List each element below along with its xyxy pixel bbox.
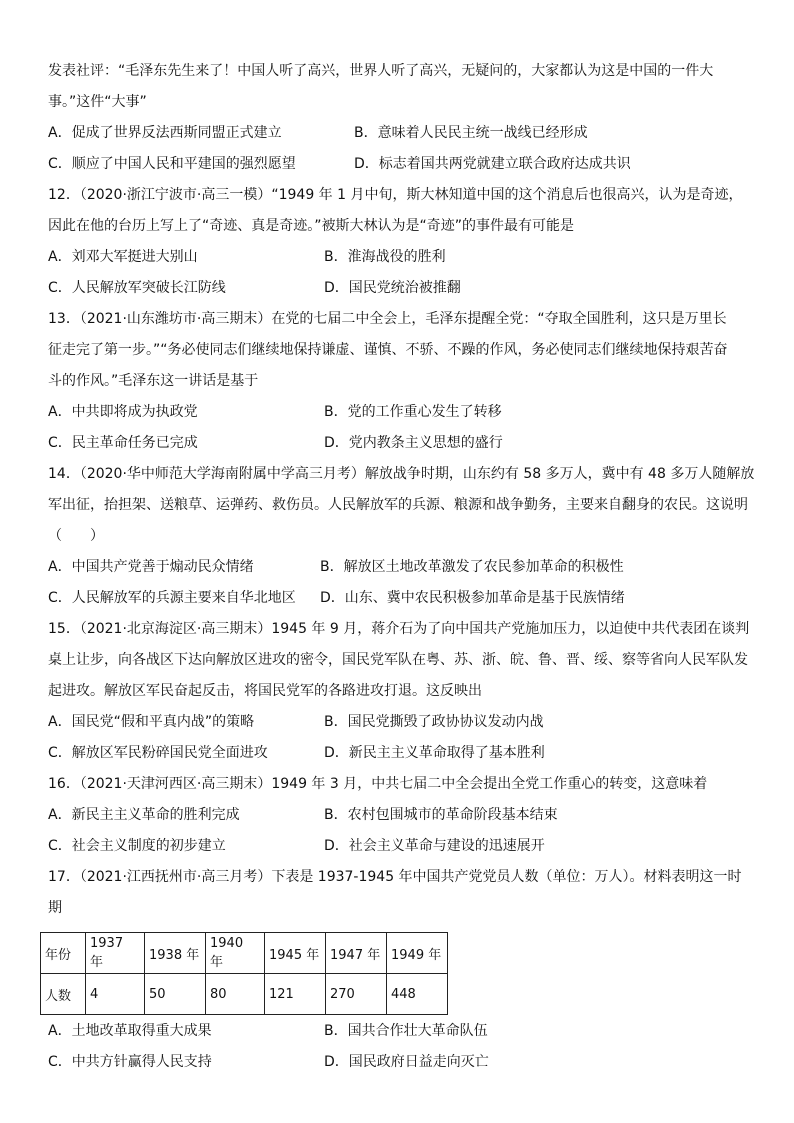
party-membership-table — [40, 932, 448, 1015]
q13-option-a: A．中共即将成为执政党 — [48, 404, 198, 420]
table-year-cell: 1938 年 — [145, 933, 206, 974]
table-count-cell: 80 — [206, 974, 265, 1015]
q17-stem-line: 17．（2021·江西抚州市·高三月考）下表是 1937-1945 年中国共产党党员人数（单位：万人）。材料表明这一时 — [48, 869, 742, 885]
q16-option-d: D．社会主义革命与建设的迅速展开 — [324, 838, 545, 854]
q15-option-a: A．国民党“假和平真内战”的策略 — [48, 714, 255, 730]
q15-options-row — [48, 707, 748, 738]
q11-options-row — [48, 149, 748, 180]
q17-options-row — [48, 1047, 748, 1078]
q11-option-c: C．顺应了中国人民和平建国的强烈愿望 — [48, 156, 296, 172]
q12-option-a: A．刘邓大军挺进大别山 — [48, 249, 198, 265]
q15-stem-line: 起进攻。解放区军民奋起反击，将国民党军的各路进攻打退。这反映出 — [48, 683, 482, 699]
q14-option-c: C．人民解放军的兵源主要来自华北地区 — [48, 590, 296, 606]
table-year-cell: 1940 年 — [206, 933, 265, 974]
table-count-cell: 50 — [145, 974, 206, 1015]
table-year-cell: 1947 年 — [326, 933, 387, 974]
table-year-cell: 1945 年 — [265, 933, 326, 974]
q16-option-b: B．农村包围城市的革命阶段基本结束 — [324, 807, 558, 823]
q15-stem-line: 15．（2021·北京海淀区·高三期末）1945 年 9 月，蒋介石为了向中国共产党施加压力，以迫使中共代表团在谈判 — [48, 621, 750, 637]
q16-option-a: A．新民主主义革命的胜利完成 — [48, 807, 240, 823]
q12-stem-line: 12．（2020·浙江宁波市·高三一模）“1949 年 1 月中旬，斯大林知道中国的这个消息后也很高兴，认为是奇迹， — [48, 187, 743, 203]
q11-option-a: A．促成了世界反法西斯同盟正式建立 — [48, 125, 282, 141]
q12-options-row — [48, 242, 748, 273]
table-count-cell: 4 — [86, 974, 145, 1015]
q15-option-d: D．新民主主义革命取得了基本胜利 — [324, 745, 545, 761]
q14-option-b: B．解放区土地改革激发了农民参加革命的积极性 — [320, 559, 624, 575]
q13-option-b: B．党的工作重心发生了转移 — [324, 404, 502, 420]
q12-option-b: B．淮海战役的胜利 — [324, 249, 446, 265]
q13-option-c: C．民主革命任务已完成 — [48, 435, 198, 451]
q12-option-c: C．人民解放军突破长江防线 — [48, 280, 226, 296]
q14-options-row — [48, 583, 748, 614]
table-row — [41, 974, 448, 1015]
q16-options-row — [48, 800, 748, 831]
q13-stem-line: 征走完了第一步。”“务必使同志们继续地保持谦虚、谨慎、不骄、不躁的作风，务必使同志们继续地保持艰苦奋 — [48, 342, 728, 358]
q11-options-row — [48, 118, 748, 149]
table-year-cell: 1949 年 — [387, 933, 448, 974]
q13-stem-line: 13．（2021·山东潍坊市·高三期末）在党的七届二中全会上，毛泽东提醒全党：“夺取全国胜利，这只是万里长 — [48, 311, 727, 327]
q11-stem-line: 发表社评：“毛泽东先生来了！中国人听了高兴，世界人听了高兴，无疑问的，大家都认为这是中国的一件大 — [48, 63, 714, 79]
q17-options — [48, 1016, 748, 1078]
q13-stem-line: 斗的作风。”毛泽东这一讲话是基于 — [48, 373, 259, 389]
q15-options-row — [48, 738, 748, 769]
q17-stem-line: 期 — [48, 900, 62, 916]
q15-option-b: B．国民党撕毁了政协协议发动内战 — [324, 714, 544, 730]
q16-options-row — [48, 831, 748, 862]
q17-option-a: A．土地改革取得重大成果 — [48, 1023, 212, 1039]
q17-option-c: C．中共方针赢得人民支持 — [48, 1054, 212, 1070]
q14-stem-line: 军出征，抬担架、送粮草、运弹药、救伤员。人民解放军的兵源、粮源和战争勤务，主要来自翻身的农民。这说明 — [48, 497, 748, 513]
table-year-cell: 1937 年 — [86, 933, 145, 974]
table-count-cell: 270 — [326, 974, 387, 1015]
q17-option-d: D．国民政府日益走向灭亡 — [324, 1054, 489, 1070]
q11-option-d: D．标志着国共两党就建立联合政府达成共识 — [354, 156, 631, 172]
q13-option-d: D．党内教条主义思想的盛行 — [324, 435, 503, 451]
exam-page — [48, 56, 755, 924]
q14-option-d: D．山东、冀中农民积极参加革命是基于民族情绪 — [320, 590, 625, 606]
table-count-cell: 121 — [265, 974, 326, 1015]
q11-stem-line: 事。”这件“大事” — [48, 94, 147, 110]
q13-options-row — [48, 428, 748, 459]
q12-stem-line: 因此在他的台历上写上了“奇迹、真是奇迹。”被斯大林认为是“奇迹”的事件最有可能是 — [48, 218, 575, 234]
q14-stem-line: （ ） — [48, 528, 104, 544]
table-row — [41, 933, 448, 974]
q14-stem-line: 14．（2020·华中师范大学海南附属中学高三月考）解放战争时期，山东约有 58 多万人，冀中有 48 多万人随解放 — [48, 466, 755, 482]
q13-options-row — [48, 397, 748, 428]
q15-stem-line: 桌上让步，向各战区下达向解放区进攻的密令，国民党军队在粤、苏、浙、皖、鲁、晋、绥、察等省向人民军队发 — [48, 652, 748, 668]
q16-option-c: C．社会主义制度的初步建立 — [48, 838, 226, 854]
q15-option-c: C．解放区军民粉碎国民党全面进攻 — [48, 745, 268, 761]
q17-options-row — [48, 1016, 748, 1047]
q17-option-b: B．国共合作壮大革命队伍 — [324, 1023, 488, 1039]
q14-option-a: A．中国共产党善于煽动民众情绪 — [48, 559, 254, 575]
q16-stem-line: 16．（2021·天津河西区·高三期末）1949 年 3 月，中共七届二中全会提出全党工作重心的转变，这意味着 — [48, 776, 708, 792]
q12-option-d: D．国民党统治被推翻 — [324, 280, 461, 296]
table-header-cell: 人数 — [41, 974, 86, 1015]
q11-option-b: B．意味着人民民主统一战线已经形成 — [354, 125, 588, 141]
table-header-cell: 年份 — [41, 933, 86, 974]
q14-options-row — [48, 552, 748, 583]
table-count-cell: 448 — [387, 974, 448, 1015]
q12-options-row — [48, 273, 748, 304]
